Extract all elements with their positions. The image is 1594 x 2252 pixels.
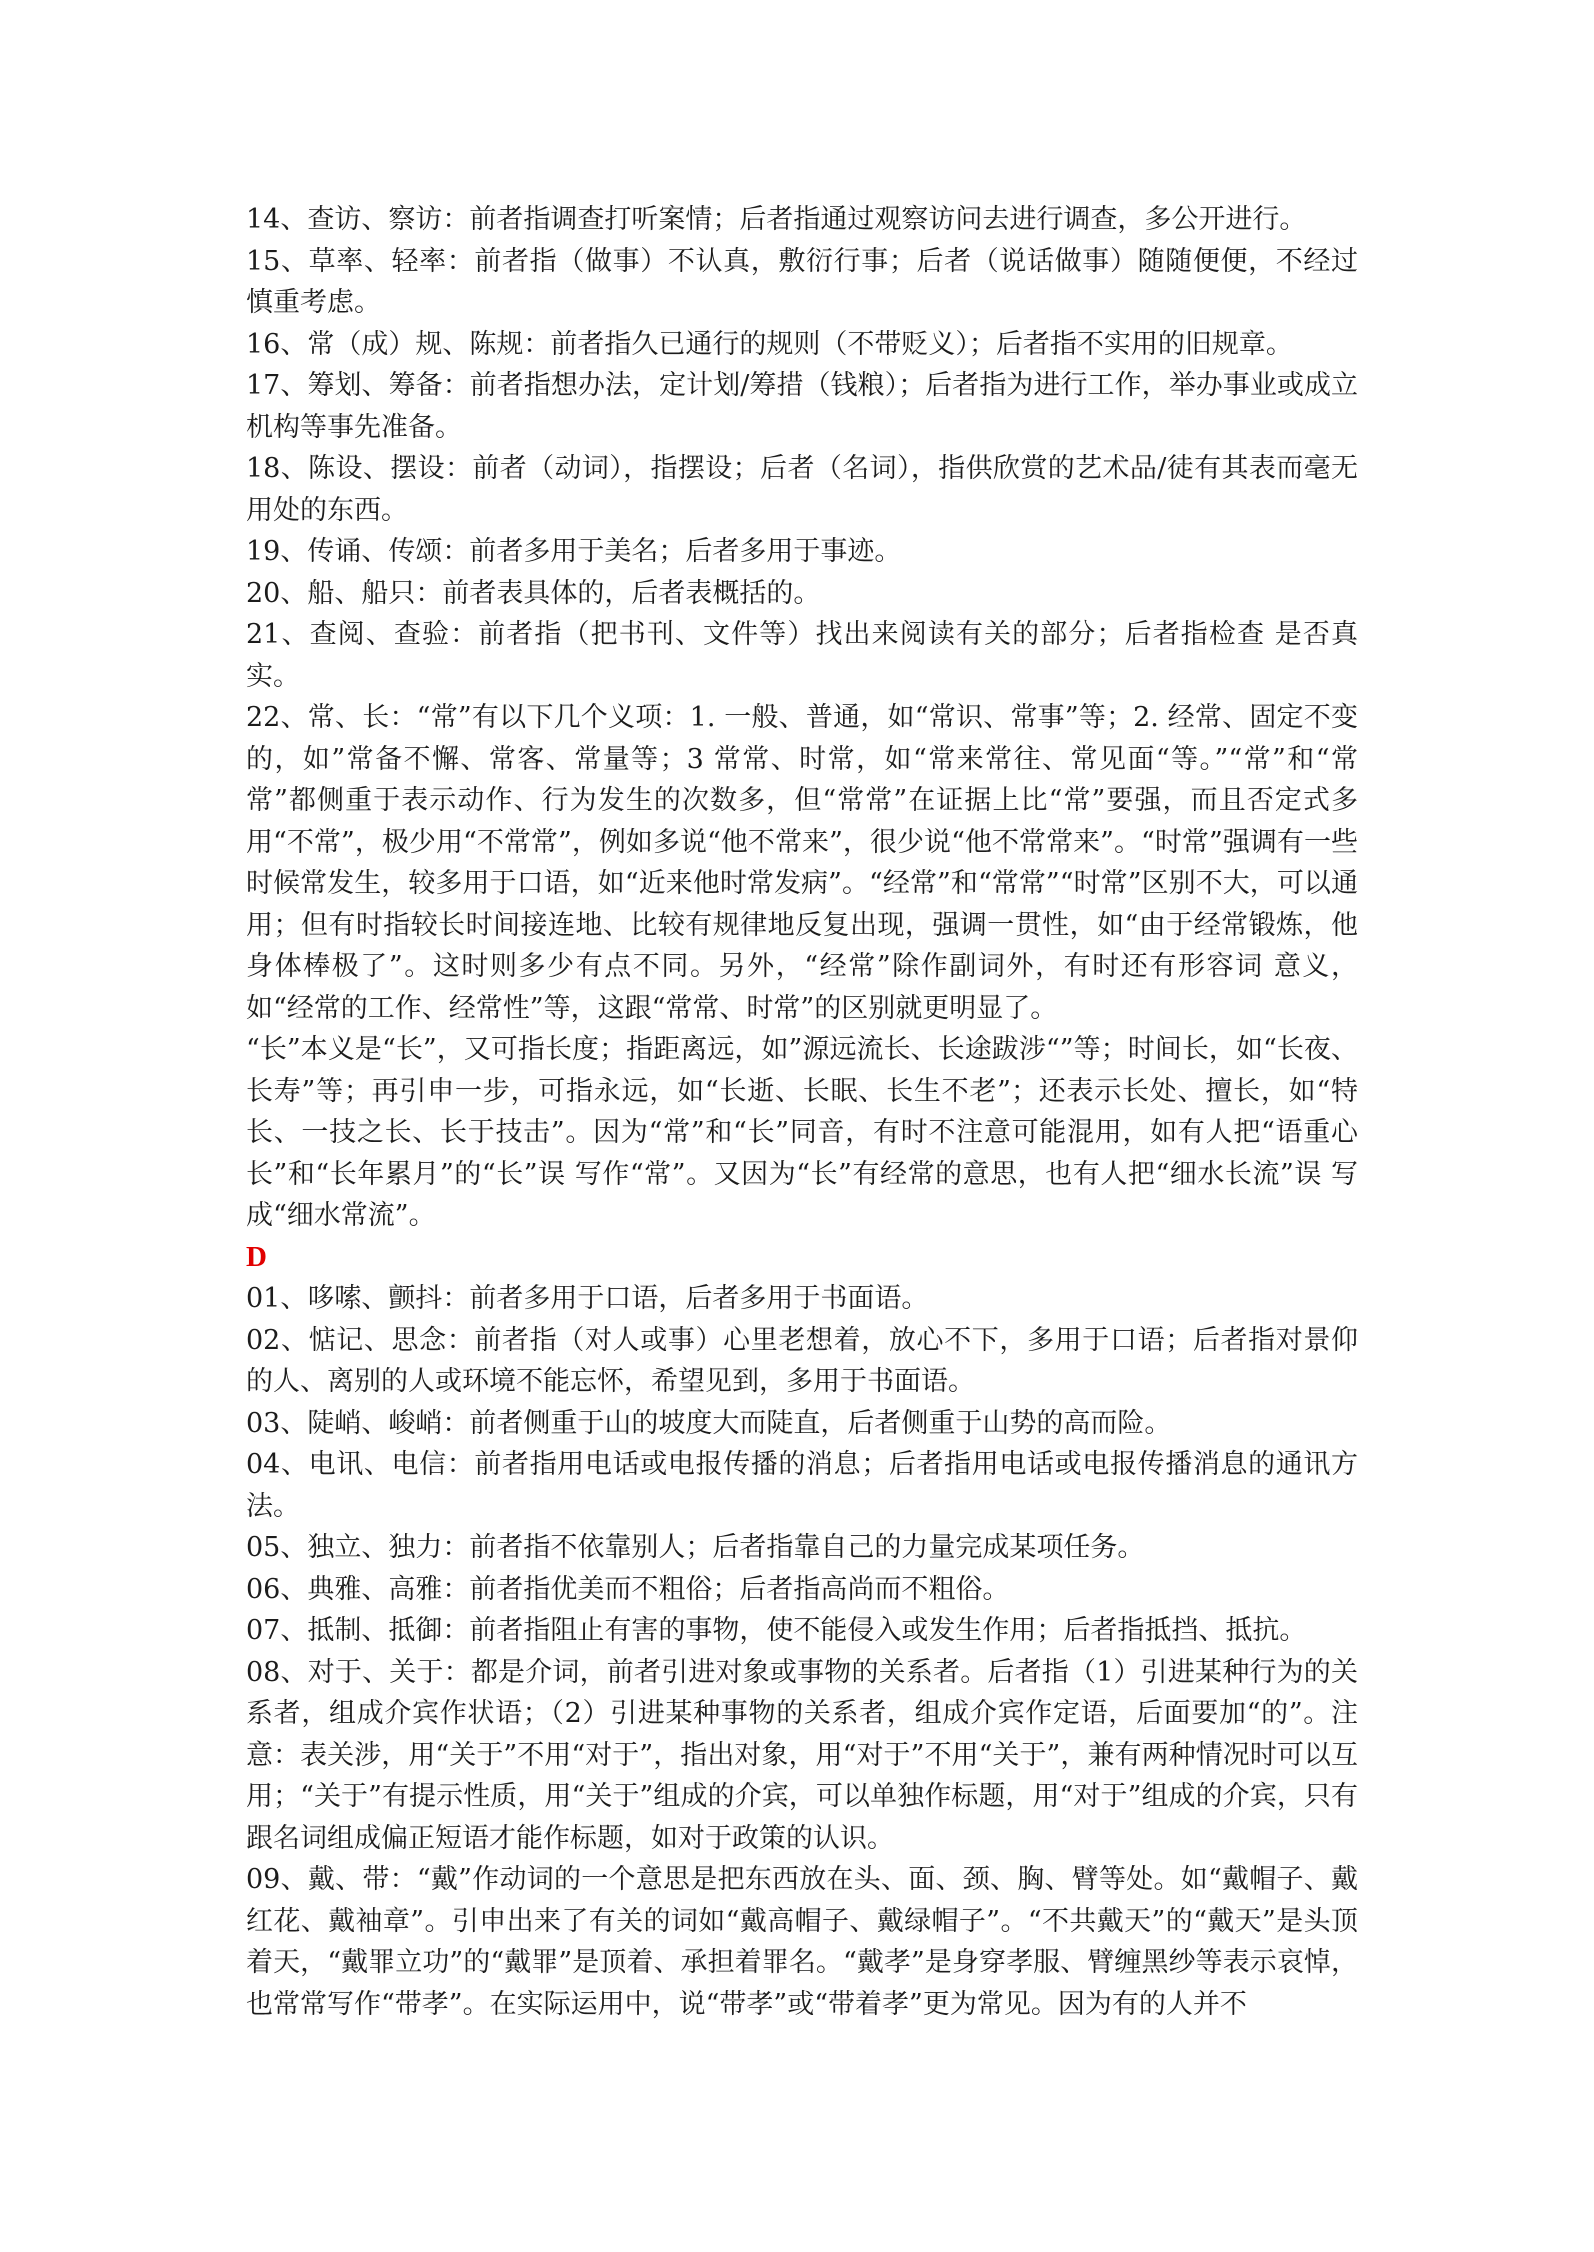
entry-18: 18、陈设、摆设：前者（动词），指摆设；后者（名词），指供欣赏的艺术品/徒有其表而毫无用处的东西。: [246, 453, 1358, 526]
entry-d06: 06、典雅、高雅：前者指优美而不粗俗；后者指高尚而不粗俗。: [246, 1573, 1010, 1605]
entry-d02: 02、惦记、思念：前者指（对人或事）心里老想着，放心不下，多用于口语；后者指对景仰的人、离别的人或环境不能忘怀，希望见到，多用于书面语。: [246, 1324, 1358, 1397]
entry-22: 22、常、长：“常”有以下几个义项：1. 一般、普通，如“常识、常事”等；2. 经常、固定不变的，如”常备不懈、常客、常量等；3 常常、时常，如“常来常往、常见面“等。”“常”和“常常”都侧重于表示动作、行为发生的次数多，但“常常”在证据上比“常”要强，而且否定式多用“不常”，极少用“不常常”，例如多说“他不常来”，很少说“他不常常来”。“时常”强调有一些时候常发生，较多用于口语，如“近来他时常发病”。“经常”和“常常”“时常”区别不大，可以通用；但有时指较长时间接连地、比较有规律地反复出现，强调一贯性，如“由于经常锻炼，他身体棒极了”。这时则多少有点不同。另外，“经常”除作副词外，有时还有形容词 意义，如“经常的工作、经常性”等，这跟“常常、时常”的区别就更明显了。: [246, 702, 1358, 1024]
entry-d08: 08、对于、关于：都是介词，前者引进对象或事物的关系者。后者指（1）引进某种行为的关系者，组成介宾作状语；（2）引进某种事物的关系者，组成介宾作定语，后面要加“的”。注意：表关涉，用“关于”不用“对于”，指出对象，用“对于”不用“关于”，兼有两种情况时可以互用；“关于”有提示性质，用“关于”组成的介宾，可以单独作标题，用“对于”组成的介宾，只有跟名词组成偏正短语才能作标题，如对于政策的认识。: [246, 1656, 1358, 1854]
entry-d09: 09、戴、带：“戴”作动词的一个意思是把东西放在头、面、颈、胸、臂等处。如“戴帽子、戴红花、戴袖章”。引申出来了有关的词如“戴高帽子、戴绿帽子”。“不共戴天”的“戴天”是头顶着天，“戴罪立功”的“戴罪”是顶着、承担着罪名。“戴孝”是身穿孝服、臂缠黑纱等表示哀悼，也常常写作“带孝”。在实际运用中，说“带孝”或“带着孝”更为常见。因为有的人并不: [246, 1864, 1358, 2020]
entry-21: 21、查阅、查验：前者指（把书刊、文件等）找出来阅读有关的部分；后者指检查 是否真实。: [246, 619, 1358, 692]
document-page: [246, 199, 1358, 2025]
entry-d04: 04、电讯、电信：前者指用电话或电报传播的消息；后者指用电话或电报传播消息的通讯方法。: [246, 1449, 1358, 1522]
entry-d05: 05、独立、独力：前者指不依靠别人；后者指靠自己的力量完成某项任务。: [246, 1532, 1145, 1563]
entry-14: 14、查访、察访：前者指调查打听案情；后者指通过观察访问去进行调查，多公开进行。: [246, 204, 1307, 235]
entry-d03: 03、陡峭、峻峭：前者侧重于山的坡度大而陡直，后者侧重于山势的高而险。: [246, 1407, 1172, 1439]
entry-15: 15、草率、轻率：前者指（做事）不认真，敷衍行事；后者（说话做事）随随便便，不经过慎重考虑。: [246, 245, 1358, 318]
entry-17: 17、筹划、筹备：前者指想办法，定计划/筹措（钱粮）；后者指为进行工作，举办事业或成立机构等事先准备。: [246, 370, 1358, 443]
entry-16: 16、常（成）规、陈规：前者指久已通行的规则（不带贬义）；后者指不实用的旧规章。: [246, 328, 1293, 360]
entry-d01: 01、哆嗦、颤抖：前者多用于口语，后者多用于书面语。: [246, 1283, 929, 1314]
section-heading-d: D: [246, 1240, 267, 1273]
entry-22-continued: “长”本义是“长”，又可指长度；指距离远，如”源远流长、长途跋涉“”等；时间长，如“长夜、长寿”等；再引申一步，可指永远，如“长逝、长眠、长生不老”；还表示长处、擅长，如“特长、一技之长、长于技击”。因为“常”和“长”同音，有时不注意可能混用，如有人把“语重心长”和“长年累月”的“长”误 写作“常”。又因为“长”有经常的意思，也有人把“细水长流”误 写成“细水常流”。: [246, 1034, 1358, 1231]
entry-20: 20、船、船只：前者表具体的，后者表概括的。: [246, 577, 821, 609]
entry-19: 19、传诵、传颂：前者多用于美名；后者多用于事迹。: [246, 536, 902, 567]
entry-d07: 07、抵制、抵御：前者指阻止有害的事物，使不能侵入或发生作用；后者指抵挡、抵抗。: [246, 1615, 1307, 1646]
